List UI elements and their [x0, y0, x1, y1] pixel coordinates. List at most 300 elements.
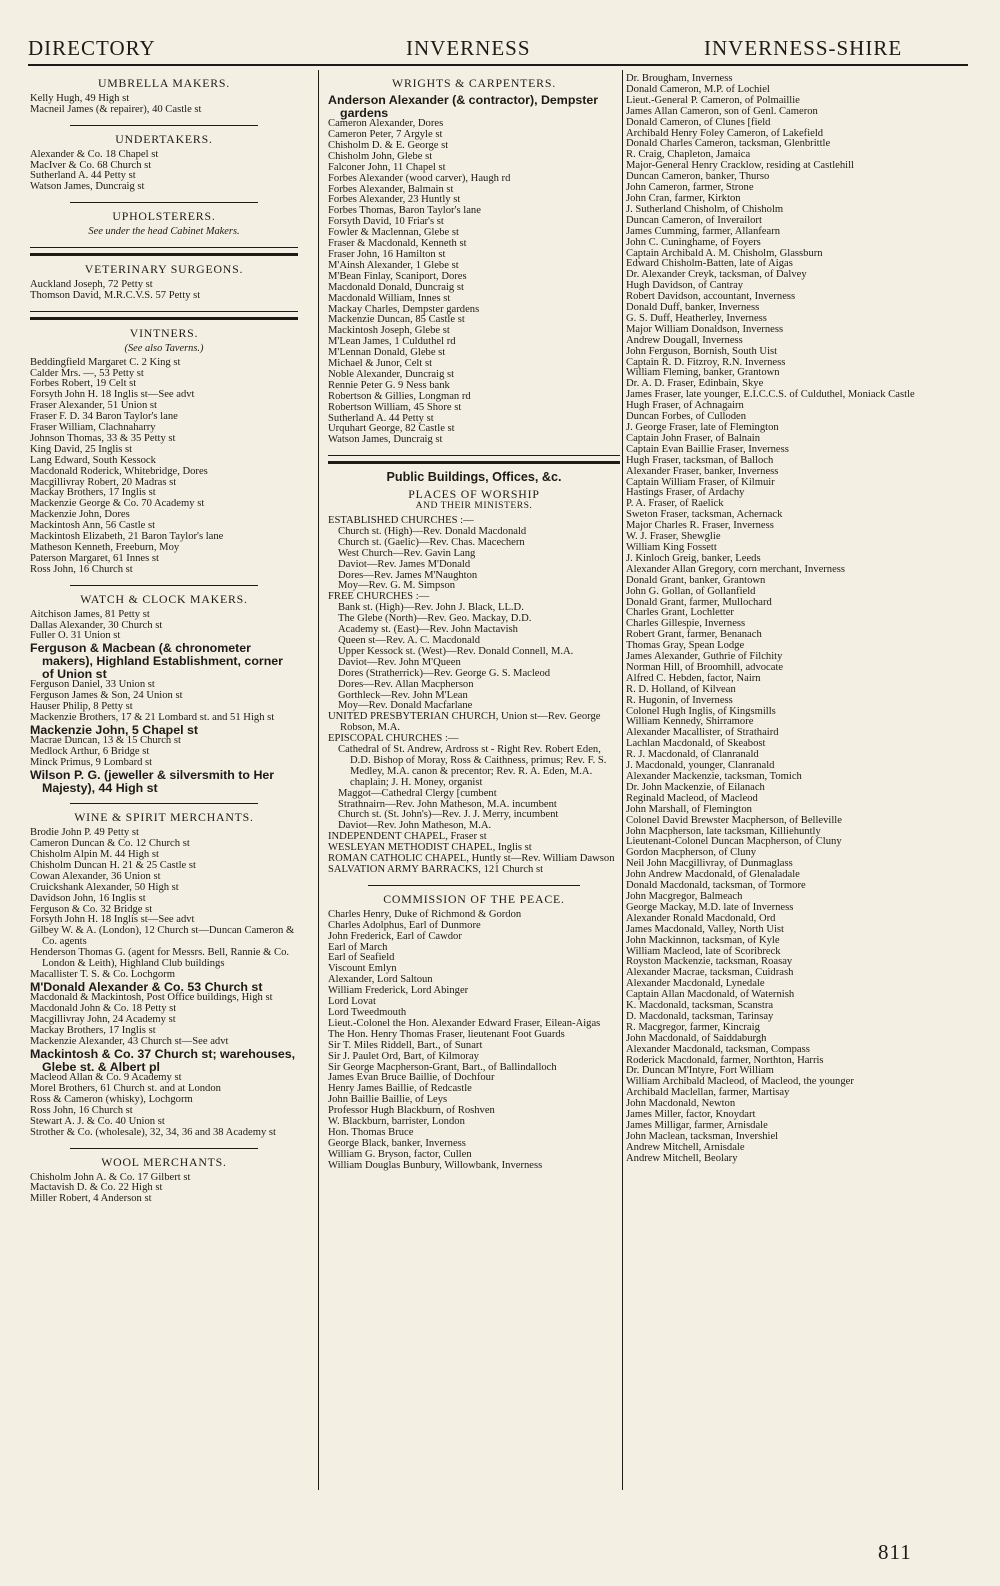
directory-entry: Alexander Macrae, tacksman, Cuidrash — [626, 967, 794, 979]
directory-entry: K. Macdonald, tacksman, Scanstra — [626, 1000, 774, 1012]
directory-entry: Fraser John, 16 Hamilton st — [328, 248, 446, 260]
worship-entry: Cathedral of St. Andrew, Ardross st - Right Rev. Robert Eden, D.D. Bishop of Moray, Ross & Caithness, primus; Rev. F. S. Medley, M.A. canon & precentor; Rev. R. A. Eden, M.A. chaplain; J. H. Money, organist — [338, 744, 607, 788]
directory-entry: James Evan Bruce Baillie, of Dochfour — [328, 1072, 495, 1084]
directory-entry: Macallister T. S. & Co. Lochgorm — [30, 968, 175, 980]
worship-entry: The Glebe (North)—Rev. Geo. Mackay, D.D. — [338, 613, 532, 625]
section-rule — [70, 202, 258, 203]
directory-entry: Fuller O. 31 Union st — [30, 630, 121, 642]
directory-entry: Donald Cameron, M.P. of Lochiel — [626, 83, 770, 95]
directory-entry: Alexander, Lord Saltoun — [328, 974, 433, 986]
directory-entry: Dallas Alexander, 30 Church st — [30, 619, 163, 631]
directory-entry: Donald Cameron, of Clunes [field — [626, 116, 771, 128]
directory-entry: Andrew Mitchell, Beolary — [626, 1152, 738, 1164]
directory-entry: Johnson Thomas, 33 & 35 Petty st — [30, 432, 176, 444]
directory-entry: Robertson William, 45 Shore st — [328, 401, 462, 413]
worship-entry: West Church—Rev. Gavin Lang — [338, 547, 476, 559]
directory-entry: Captain Archibald A. M. Chisholm, Glassburn — [626, 247, 823, 259]
directory-entry: Norman Hill, of Broomhill, advocate — [626, 661, 784, 673]
directory-entry: Alexander & Co. 18 Chapel st — [30, 148, 159, 160]
directory-entry: Hugh Davidson, of Cantray — [626, 280, 744, 292]
bold-entry: M'Donald Alexander & Co. 53 Church st — [30, 979, 263, 994]
section-title: WINE & SPIRIT MERCHANTS. — [74, 810, 254, 825]
directory-entry: Major William Donaldson, Inverness — [626, 323, 784, 335]
directory-entry: Cameron Duncan & Co. 12 Church st — [30, 838, 190, 850]
directory-entry: Lachlan Macdonald, of Skeabost — [626, 738, 766, 750]
section-title: COMMISSION OF THE PEACE. — [383, 891, 565, 906]
directory-entry: Major-General Henry Cracklow, residing at Castlehill — [626, 160, 854, 172]
directory-entry: Edward Chisholm-Batten, late of Aigas — [626, 258, 793, 270]
directory-entry: Ross John, 16 Church st — [30, 1104, 133, 1116]
section-title: WOOL MERCHANTS. — [101, 1154, 227, 1169]
entry-list — [30, 358, 298, 576]
section-umbrella-makers — [30, 78, 298, 116]
directory-entry: John Macdonald, Newton — [626, 1098, 736, 1110]
directory-entry: Macneil James (& repairer), 40 Castle st — [30, 103, 202, 115]
public-buildings-heading: Public Buildings, Offices, &c. — [386, 470, 562, 485]
directory-entry: Lord Tweedmouth — [328, 1006, 407, 1018]
header-left: DIRECTORY — [28, 36, 156, 60]
worship-entry: Maggot—Cathedral Clergy [cumbent — [338, 787, 497, 799]
directory-entry: Davidson John, 16 Inglis st — [30, 892, 146, 904]
section-vintners — [30, 325, 298, 576]
column-divider-2 — [622, 70, 623, 1490]
directory-entry: King David, 25 Inglis st — [30, 443, 133, 455]
directory-entry: Mackay Brothers, 17 Inglis st — [30, 1025, 156, 1037]
section-wine-spirit-merchants — [30, 812, 298, 1138]
worship-entry: Queen st—Rev. A. C. Macdonald — [338, 634, 481, 646]
directory-entry: Lieutenant-Colonel Duncan Macpherson, of Cluny — [626, 836, 842, 848]
directory-entry: John Frederick, Earl of Cawdor — [328, 930, 462, 942]
directory-entry: Mackintosh Joseph, Glebe st — [328, 325, 450, 337]
directory-entry: Sweton Fraser, tacksman, Achernack — [626, 509, 783, 521]
entry-list — [30, 1073, 298, 1138]
worship-entry: Church st. (High)—Rev. Donald Macdonald — [338, 525, 527, 537]
entry-list — [30, 993, 298, 1048]
directory-entry: Ross & Cameron (whisky), Lochgorm — [30, 1093, 193, 1105]
directory-entry: Chisholm D. & E. George st — [328, 139, 449, 151]
directory-entry: John Ferguson, Bornish, South Uist — [626, 345, 778, 357]
directory-entry: Alexander Ronald Macdonald, Ord — [626, 912, 776, 924]
directory-entry: Viscount Emlyn — [328, 963, 397, 975]
directory-entry: Archibald Henry Foley Cameron, of Lakefield — [626, 127, 824, 139]
section-subtitle: AND THEIR MINISTERS. — [415, 500, 533, 512]
directory-entry: Watson James, Duncraig st — [328, 434, 443, 446]
directory-entry: Hon. Thomas Bruce — [328, 1126, 414, 1138]
directory-entry: Dr. John Mackenzie, of Eilanach — [626, 781, 765, 793]
entry-list — [30, 1173, 298, 1206]
directory-entry: John Marshall, of Flemington — [626, 803, 752, 815]
directory-entry: Dr. Alexander Creyk, tacksman, of Dalvey — [626, 269, 807, 281]
section-rule — [30, 311, 298, 320]
section-title: VINTNERS. — [129, 325, 199, 340]
section-title: UNDERTAKERS. — [115, 131, 213, 146]
directory-entry: Fraser F. D. 34 Baron Taylor's lane — [30, 411, 178, 423]
directory-entry: M'Bean Finlay, Scaniport, Dores — [328, 270, 467, 282]
worship-entry: Church st. (Gaelic)—Rev. Chas. Macechern — [338, 536, 525, 548]
section-title: VETERINARY SURGEONS. — [84, 262, 244, 277]
section-places-of-worship — [328, 489, 620, 876]
entry-list — [30, 610, 298, 643]
header-right: INVERNESS-SHIRE — [704, 36, 903, 60]
directory-entry: Robertson & Gillies, Longman rd — [328, 390, 471, 402]
section-rule — [70, 585, 258, 586]
entry-list — [30, 828, 298, 981]
directory-entry: Sir J. Paulet Ord, Bart, of Kilmoray — [328, 1050, 479, 1062]
worship-denomination: INDEPENDENT CHAPEL, Fraser st — [328, 831, 487, 843]
directory-entry: Ferguson Daniel, 33 Union st — [30, 679, 155, 691]
directory-entry: Captain Evan Baillie Fraser, Inverness — [626, 443, 789, 455]
section-wrights-carpenters — [328, 78, 620, 446]
header-center: INVERNESS — [406, 36, 531, 60]
directory-entry: Kelly Hugh, 49 High st — [30, 92, 130, 104]
section-rule — [70, 125, 258, 126]
section-rule — [328, 455, 620, 464]
directory-entry: Alexander Macallister, of Strathaird — [626, 727, 779, 739]
directory-entry: Duncan Cameron, of Inverailort — [626, 214, 762, 226]
worship-entry: Gorthleck—Rev. John M'Lean — [338, 689, 468, 701]
directory-entry: Mackintosh Elizabeth, 21 Baron Taylor's lane — [30, 531, 224, 543]
directory-entry: Alexander Allan Gregory, corn merchant, Inverness — [626, 563, 846, 575]
directory-entry: James Milligar, farmer, Arnisdale — [626, 1120, 768, 1131]
directory-entry: Gilbey W. & A. (London), 12 Church st—Duncan Cameron & Co. agents — [30, 925, 295, 948]
directory-entry: Dr. Brougham, Inverness — [626, 73, 733, 84]
directory-entry: MacIver & Co. 68 Church st — [30, 159, 152, 171]
directory-entry: Mactavish D. & Co. 22 High st — [30, 1182, 163, 1194]
directory-entry: Mackintosh Ann, 56 Castle st — [30, 520, 156, 532]
directory-entry: Alexander Macdonald, Lynedale — [626, 978, 765, 990]
directory-entry: J. Sutherland Chisholm, of Chisholm — [626, 203, 784, 215]
directory-entry: Mackay Charles, Dempster gardens — [328, 303, 480, 315]
directory-entry: J. Kinloch Greig, banker, Leeds — [626, 552, 761, 564]
directory-entry: William Archibald Macleod, of Macleod, the younger — [626, 1076, 854, 1088]
directory-entry: Andrew Dougall, Inverness — [626, 334, 743, 346]
directory-entry: William Fleming, banker, Grantown — [626, 367, 780, 379]
worship-entry: Bank st. (High)—Rev. John J. Black, LL.D. — [338, 602, 524, 614]
directory-entry: R. Macgregor, farmer, Kincraig — [626, 1021, 760, 1033]
worship-entry: Moy—Rev. G. M. Simpson — [338, 580, 456, 592]
worship-entry: Dores—Rev. James M'Naughton — [338, 569, 478, 581]
directory-entry: Macdonald Donald, Duncraig st — [328, 281, 464, 293]
directory-entry: Morel Brothers, 61 Church st. and at London — [30, 1083, 221, 1095]
bold-entry: Mackenzie John, 5 Chapel st — [30, 722, 199, 737]
directory-entry: Mackenzie Alexander, 43 Church st—See advt — [30, 1036, 229, 1048]
entry-list — [30, 736, 298, 769]
directory-entry: Forsyth David, 10 Friar's st — [328, 216, 444, 228]
section-note: See under the head Cabinet Makers. — [88, 226, 240, 238]
section-veterinary-surgeons — [30, 264, 298, 302]
directory-entry: Urquhart George, 82 Castle st — [328, 423, 455, 435]
directory-entry: Fowler & Maclennan, Glebe st — [328, 227, 459, 239]
directory-entry: Sutherland A. 44 Petty st — [30, 170, 136, 182]
worship-entry: Church st. (St. John's)—Rev. J. J. Merry, incumbent — [338, 809, 559, 821]
directory-entry: James Fraser, late younger, E.I.C.C.S. of Culduthel, Moniack Castle — [626, 389, 915, 401]
directory-entry: Chisholm John, Glebe st — [328, 150, 433, 162]
directory-entry: Henry James Baillie, of Redcastle — [328, 1083, 472, 1095]
directory-entry: P. A. Fraser, of Raelick — [626, 498, 724, 510]
directory-entry: Forbes Thomas, Baron Taylor's lane — [328, 205, 481, 217]
directory-entry: Sir George Macpherson-Grant, Bart., of Ballindalloch — [328, 1061, 557, 1073]
directory-entry: Mackenzie Duncan, 85 Castle st — [328, 314, 465, 326]
directory-entry: G. S. Duff, Heatherley, Inverness — [626, 312, 767, 324]
worship-denomination: WESLEYAN METHODIST CHAPEL, Inglis st — [328, 842, 532, 854]
worship-entry: Moy—Rev. Donald Macfarlane — [338, 700, 473, 712]
directory-entry: William King Fossett — [626, 541, 717, 553]
directory-entry: Macdonald & Mackintosh, Post Office buildings, High st — [30, 992, 273, 1004]
header-rule — [28, 64, 968, 66]
directory-entry: Charles Gillespie, Inverness — [626, 618, 746, 630]
directory-entry: Donald Grant, farmer, Mullochard — [626, 596, 772, 608]
directory-entry: Lieut.-General P. Cameron, of Polmaillie — [626, 94, 800, 106]
directory-entry: Fraser Alexander, 51 Union st — [30, 400, 157, 412]
directory-entry: Cowan Alexander, 36 Union st — [30, 870, 161, 882]
directory-entry: D. Macdonald, tacksman, Tarinsay — [626, 1010, 774, 1022]
directory-entry: Cameron Peter, 7 Argyle st — [328, 129, 443, 140]
directory-entry: Macgillivray Robert, 20 Madras st — [30, 476, 177, 488]
directory-entry: Alexander Fraser, banker, Inverness — [626, 465, 779, 477]
section-rule — [70, 803, 258, 804]
bold-entry: Ferguson & Macbean (& chronometer makers), Highland Establishment, corner of Union st — [30, 641, 283, 681]
directory-entry: Aitchison James, 81 Petty st — [30, 608, 150, 620]
worship-entry: Strathnairn—Rev. John Matheson, M.A. incumbent — [338, 798, 557, 810]
directory-entry: R. J. Macdonald, of Clanranald — [626, 749, 759, 761]
worship-denomination: ESTABLISHED CHURCHES :— — [328, 515, 474, 526]
section-undertakers — [30, 131, 298, 194]
directory-entry: Gordon Macpherson, of Cluny — [626, 847, 757, 859]
directory-entry: Alexander Macdonald, tacksman, Compass — [626, 1043, 810, 1055]
section-upholsterers — [30, 211, 298, 238]
directory-entry: Sir T. Miles Riddell, Bart., of Sunart — [328, 1039, 483, 1051]
worship-entry: Daviot—Rev. John Matheson, M.A. — [338, 820, 492, 832]
directory-entry: Major Charles R. Fraser, Inverness — [626, 520, 774, 532]
directory-entry: R. D. Holland, of Kilvean — [626, 683, 736, 695]
directory-entry: Calder Mrs. —, 53 Petty st — [30, 367, 144, 379]
directory-entry: Captain Allan Macdonald, of Waternish — [626, 989, 795, 1001]
directory-entry: George Mackay, M.D. late of Inverness — [626, 901, 794, 913]
directory-entry: John Baillie Baillie, of Leys — [328, 1094, 448, 1106]
worship-entry: Dores (Stratherrick)—Rev. George G. S. Macleod — [338, 667, 551, 679]
directory-entry: Captain R. D. Fitzroy, R.N. Inverness — [626, 356, 786, 368]
worship-entry: Dores—Rev. Allan Macpherson — [338, 678, 474, 690]
directory-entry: Sutherland A. 44 Petty st — [328, 412, 434, 424]
column-1 — [30, 74, 298, 1205]
directory-entry: Chisholm Alpin M. 44 High st — [30, 848, 159, 860]
section-rule — [368, 885, 580, 886]
section-note: (See also Taverns.) — [124, 342, 204, 354]
directory-entry: John G. Gollan, of Gollanfield — [626, 585, 756, 597]
directory-entry: John Macgregor, Balmeach — [626, 890, 743, 902]
directory-entry: Forbes Alexander, 23 Huntly st — [328, 194, 461, 206]
page-header — [0, 36, 1000, 64]
directory-entry: W. J. Fraser, Shewglie — [626, 531, 721, 543]
directory-entry: Donald Charles Cameron, tacksman, Glenbrittle — [626, 138, 831, 150]
section-commission-of-peace — [328, 891, 620, 1172]
directory-entry: R. Hugonin, of Inverness — [626, 694, 733, 706]
directory-entry: Forbes Alexander, Balmain st — [328, 183, 454, 195]
directory-entry: Mackenzie Brothers, 17 & 21 Lombard st. and 51 High st — [30, 711, 275, 723]
section-title: UPHOLSTERERS. — [112, 209, 216, 224]
column-3 — [626, 74, 924, 1165]
directory-entry: Macrae Duncan, 13 & 15 Church st — [30, 735, 181, 747]
directory-entry: John Macdonald, of Saiddaburgh — [626, 1032, 767, 1044]
directory-entry: Falconer John, 11 Chapel st — [328, 161, 446, 173]
directory-entry: Cameron Alexander, Dores — [328, 118, 444, 130]
worship-entry: Academy st. (East)—Rev. John Mactavish — [338, 624, 518, 636]
section-wool-merchants — [30, 1154, 298, 1206]
directory-entry: Fraser & Macdonald, Kenneth st — [328, 238, 467, 250]
directory-entry: John Maclean, tacksman, Invershiel — [626, 1130, 779, 1142]
directory-entry: William Frederick, Lord Abinger — [328, 985, 469, 997]
directory-entry: Earl of Seafield — [328, 952, 395, 964]
directory-entry: Hauser Philip, 8 Petty st — [30, 700, 133, 712]
directory-entry: Macdonald William, Innes st — [328, 292, 451, 304]
directory-entry: Forsyth John H. 18 Inglis st—See advt — [30, 914, 195, 926]
worship-entry: Daviot—Rev. James M'Donald — [338, 558, 471, 570]
directory-entry: Archibald Maclellan, farmer, Martisay — [626, 1087, 790, 1099]
directory-entry: George Black, banker, Inverness — [328, 1137, 466, 1149]
directory-entry: Macdonald John & Co. 18 Petty st — [30, 1003, 177, 1015]
directory-entry: James Macdonald, Valley, North Uist — [626, 923, 784, 935]
directory-entry: Stewart A. J. & Co. 40 Union st — [30, 1115, 165, 1127]
directory-entry: Henderson Thomas G. (agent for Messrs. Bell, Rannie & Co. London & Leith), Highland Club buildings — [30, 947, 290, 970]
directory-entry: Donald Macdonald, tacksman, of Tormore — [626, 880, 806, 892]
directory-entry: Strother & Co. (wholesale), 32, 34, 36 and 38 Academy st — [30, 1126, 276, 1138]
directory-entry: John Andrew Macdonald, of Glenaladale — [626, 869, 800, 881]
directory-entry: Thomas Gray, Spean Lodge — [626, 640, 745, 652]
directory-entry: Noble Alexander, Duncraig st — [328, 368, 455, 380]
directory-entry: Lieut.-Colonel the Hon. Alexander Edward Fraser, Eilean-Aigas — [328, 1017, 601, 1029]
directory-entry: Reginald Macleod, of Macleod — [626, 792, 758, 804]
directory-entry: Charles Adolphus, Earl of Dunmore — [328, 919, 481, 931]
directory-entry: Alfred C. Hebden, factor, Nairn — [626, 672, 761, 684]
directory-entry: Duncan Forbes, of Culloden — [626, 411, 747, 423]
directory-entry: Dr. A. D. Fraser, Edinbain, Skye — [626, 378, 764, 390]
directory-entry: Macdonald Roderick, Whitebridge, Dores — [30, 465, 208, 477]
directory-entry: Captain John Fraser, of Balnain — [626, 432, 761, 444]
directory-entry: M'Lean James, 1 Culduthel rd — [328, 336, 456, 348]
worship-denomination: EPISCOPAL CHURCHES :— — [328, 733, 459, 745]
directory-entry: Donald Duff, banker, Inverness — [626, 302, 760, 314]
directory-entry: Roderick Macdonald, farmer, Northton, Harris — [626, 1054, 824, 1066]
directory-entry: John C. Cuninghame, of Foyers — [626, 236, 761, 248]
directory-entry: Hastings Fraser, of Ardachy — [626, 487, 745, 499]
directory-entry: Alexander Mackenzie, tacksman, Tomich — [626, 771, 802, 782]
directory-entry: M'Ainsh Alexander, 1 Glebe st — [328, 259, 459, 271]
directory-entry: M'Lennan Donald, Glebe st — [328, 347, 446, 359]
directory-entry: Watson James, Duncraig st — [30, 181, 145, 193]
directory-entry: James Miller, factor, Knoydart — [626, 1109, 756, 1121]
directory-entry: Earl of March — [328, 941, 388, 953]
directory-entry: James Cumming, farmer, Allanfearn — [626, 225, 781, 237]
directory-entry: J. Macdonald, younger, Clanranald — [626, 760, 775, 772]
directory-entry: Dr. Duncan M'Intyre, Fort William — [626, 1065, 774, 1077]
directory-entry: Andrew Mitchell, Arnisdale — [626, 1141, 745, 1153]
entry-list — [328, 119, 620, 446]
directory-entry: Matheson Kenneth, Freeburn, Moy — [30, 542, 180, 553]
directory-entry: Robert Grant, farmer, Benanach — [626, 629, 762, 641]
directory-entry: Auckland Joseph, 72 Petty st — [30, 278, 153, 290]
directory-entry: Lang Edward, South Kessock — [30, 454, 156, 466]
directory-entry: Royston Mackenzie, tacksman, Roasay — [626, 956, 793, 968]
directory-entry: Duncan Cameron, banker, Thurso — [626, 171, 770, 183]
worship-denomination: FREE CHURCHES :— — [328, 591, 430, 603]
directory-entry: Mackenzie George & Co. 70 Academy st — [30, 498, 205, 510]
directory-entry: Forsyth John H. 18 Inglis st—See advt — [30, 389, 195, 401]
directory-entry: Miller Robert, 4 Anderson st — [30, 1193, 152, 1205]
page-number: 811 — [878, 1540, 912, 1564]
directory-entry: Lord Lovat — [328, 996, 376, 1008]
directory-entry: William Macleod, late of Scoribreck — [626, 945, 781, 957]
directory-entry: John Mackinnon, tacksman, of Kyle — [626, 934, 780, 946]
directory-entry: Charles Grant, Lochletter — [626, 607, 734, 619]
entry-list — [30, 94, 298, 116]
directory-entry: Macleod Allan & Co. 9 Academy st — [30, 1072, 182, 1084]
directory-entry: Colonel David Brewster Macpherson, of Belleville — [626, 814, 842, 826]
section-rule — [30, 247, 298, 256]
directory-entry: Cruickshank Alexander, 50 High st — [30, 881, 179, 893]
directory-entry: Medlock Arthur, 6 Bridge st — [30, 746, 150, 758]
bold-entry: Mackintosh & Co. 37 Church st; warehouses, Glebe st. & Albert pl — [30, 1046, 296, 1074]
worship-denomination: ROMAN CATHOLIC CHAPEL, Huntly st—Rev. William Dawson — [328, 853, 615, 865]
directory-entry: James Allan Cameron, son of Genl. Cameron — [626, 105, 818, 117]
entry-list — [30, 680, 298, 724]
directory-entry: Rennie Peter G. 9 Ness bank — [328, 379, 450, 391]
section-title: WRIGHTS & CARPENTERS. — [392, 76, 556, 90]
entry-list — [328, 910, 620, 1172]
column-divider-1 — [318, 70, 319, 1490]
directory-entry: William G. Bryson, factor, Cullen — [328, 1148, 472, 1160]
directory-entry: Ross John, 16 Church st — [30, 563, 133, 575]
directory-entry: Forbes Robert, 19 Celt st — [30, 378, 137, 390]
column-2 — [328, 74, 620, 1172]
directory-entry: Macgillivray John, 24 Academy st — [30, 1014, 176, 1026]
directory-entry: Mackay Brothers, 17 Inglis st — [30, 487, 156, 499]
directory-entry: Forbes Alexander (wood carver), Haugh rd — [328, 172, 511, 184]
section-watch-clock-makers — [30, 591, 298, 795]
directory-entry: The Hon. Henry Thomas Fraser, lieutenant Foot Guards — [328, 1028, 565, 1040]
directory-entry: Professor Hugh Blackburn, of Roshven — [328, 1105, 495, 1117]
directory-entry: Ferguson & Co. 32 Bridge st — [30, 903, 153, 915]
bold-entry: Wilson P. G. (jeweller & silversmith to Her Majesty), 44 High st — [30, 768, 275, 795]
entry-list — [30, 280, 298, 302]
directory-entry: Hugh Fraser, of Achnagairn — [626, 400, 744, 412]
directory-entry: Neil John Macgillivray, of Dunmaglass — [626, 858, 793, 870]
section-title: PLACES OF WORSHIP — [408, 487, 540, 502]
directory-entry: Charles Henry, Duke of Richmond & Gordon — [328, 908, 522, 920]
entry-list — [30, 150, 298, 194]
directory-entry: Thomson David, M.R.C.V.S. 57 Petty st — [30, 289, 201, 301]
directory-entry: Michael & Junor, Celt st — [328, 358, 433, 370]
directory-entry: William Douglas Bunbury, Willowbank, Inverness — [328, 1159, 543, 1171]
commission-continued-list — [626, 74, 924, 1165]
worship-denomination: UNITED PRESBYTERIAN CHURCH, Union st—Rev. George Robson, M.A. — [328, 711, 601, 734]
directory-entry: John Macpherson, late tacksman, Killiehuntly — [626, 825, 821, 837]
worship-denomination: SALVATION ARMY BARRACKS, 121 Church st — [328, 864, 544, 875]
directory-entry: Brodie John P. 49 Petty st — [30, 827, 139, 839]
worship-list — [328, 516, 620, 876]
section-rule — [70, 1148, 258, 1149]
directory-entry: Ferguson James & Son, 24 Union st — [30, 690, 183, 702]
directory-entry: James Alexander, Guthrie of Filchity — [626, 651, 783, 663]
directory-entry: Colonel Hugh Inglis, of Kingsmills — [626, 705, 776, 717]
section-title: UMBRELLA MAKERS. — [97, 76, 231, 90]
directory-entry: Chisholm Duncan H. 21 & 25 Castle st — [30, 859, 196, 871]
directory-entry: Hugh Fraser, tacksman, of Balloch — [626, 454, 774, 466]
worship-entry: Upper Kessock st. (West)—Rev. Donald Connell, M.A. — [338, 645, 574, 657]
directory-entry: Robert Davidson, accountant, Inverness — [626, 291, 796, 303]
directory-entry: W. Blackburn, barrister, London — [328, 1116, 465, 1128]
directory-entry: Minck Primus, 9 Lombard st — [30, 757, 153, 769]
worship-entry: Daviot—Rev. John M'Queen — [338, 656, 461, 668]
